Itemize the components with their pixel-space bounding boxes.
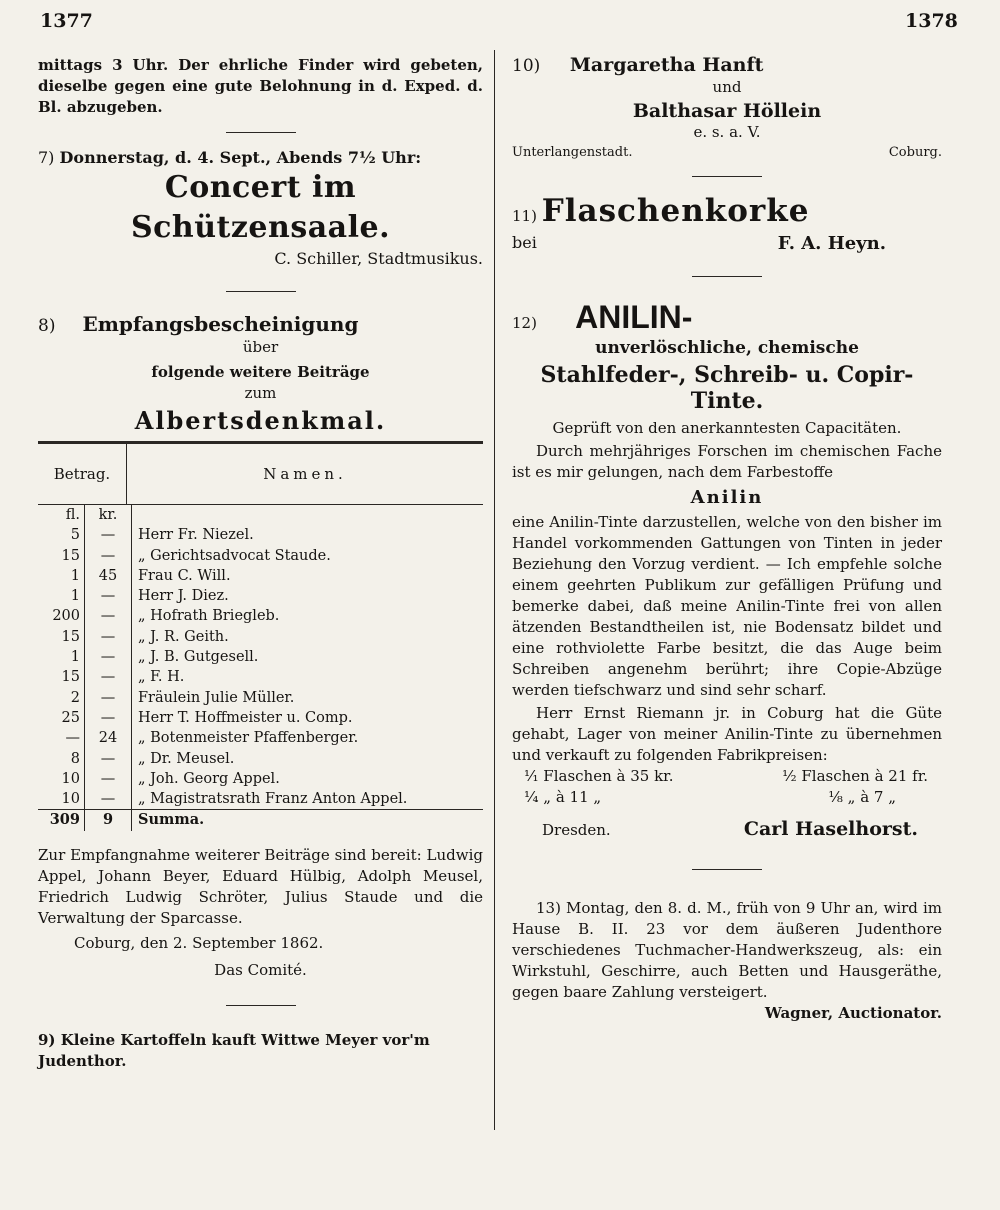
amount-kr: — xyxy=(85,667,132,687)
unit-row xyxy=(38,505,483,525)
ad-9: 9) Kleine Kartoffeln kauft Wittwe Meyer vor'm Judenthor. xyxy=(38,1030,430,1070)
ad-7-number: 7) xyxy=(38,148,55,167)
ad-8-committee: Das Comité. xyxy=(214,960,307,979)
amount-fl: — xyxy=(65,730,80,747)
ad-8-paragraph: Zur Empfangnahme weiterer Beiträge sind bereit: Ludwig Appel, Johann Beyer, Eduard Hülbig, Adolph Meusel, Friedrich Ludwig Schröter, Julius Staude und die Verwaltung der Sparcasse. xyxy=(38,845,483,927)
ad-7-title: Concert im Schützensaale. xyxy=(130,170,391,245)
column-divider xyxy=(494,50,495,1130)
contributor-name: „ Joh. Georg Appel. xyxy=(138,770,280,787)
ad-12-anilin: Anilin xyxy=(690,487,764,508)
ad-12-price1-left: ¹⁄₁ Flaschen à 35 kr. xyxy=(524,767,674,785)
ad-13: 13) Montag, den 8. d. M., früh von 9 Uhr an, wird im Hause B. II. 23 vor dem äußeren Judenthore verschiedenes Tuchmacher-Handwerkszeug, als: ein Wirkstuhl, Geschirre, auch Betten und Hausgeräthe, gegen baare Zahlung versteigert. xyxy=(512,899,942,1001)
sum-row xyxy=(38,810,483,831)
ad-10-number: 10) xyxy=(512,56,541,76)
ad-12-price2-left: ¹⁄₄ „ à 11 „ xyxy=(524,788,602,806)
table-row xyxy=(38,606,483,626)
separator xyxy=(226,1005,296,1006)
ad-8-big-title: Albertsdenkmal. xyxy=(134,406,387,435)
table-row xyxy=(38,525,483,545)
ad-10 xyxy=(512,55,942,160)
amount-kr: — xyxy=(85,789,132,810)
amount-fl: 10 xyxy=(61,791,80,808)
contributions-table xyxy=(38,505,483,831)
sum-fl: 309 xyxy=(38,810,85,831)
table-row xyxy=(38,708,483,728)
left-column xyxy=(38,55,483,1072)
page-number-left: 1377 xyxy=(40,10,93,32)
amount-kr: — xyxy=(85,606,132,626)
ad-12-para3: Herr Ernst Riemann jr. in Coburg hat die Güte gehabt, Lager von meiner Anilin-Tinte zu übernehmen und verkauft zu folgenden Fabrikpreisen: xyxy=(512,704,942,764)
header-names: Namen. xyxy=(263,465,347,483)
amount-fl: 200 xyxy=(52,608,80,625)
ad-12-price1-right: ¹⁄₂ Flaschen à 21 fr. xyxy=(782,767,928,785)
table-row xyxy=(38,789,483,810)
ad-11 xyxy=(512,193,942,254)
ad-11-number: 11) xyxy=(512,207,537,225)
contributor-name: „ Gerichtsadvocat Staude. xyxy=(138,547,331,564)
contributor-name: „ Dr. Meusel. xyxy=(138,750,235,767)
contributor-name: Herr T. Hoffmeister u. Comp. xyxy=(138,709,353,726)
ad-13-signature: Wagner, Auctionator. xyxy=(764,1004,942,1022)
contributor-name: „ F. H. xyxy=(138,669,185,686)
contributor-name: „ J. R. Geith. xyxy=(138,628,229,645)
unit-kr: kr. xyxy=(85,505,132,525)
ad-8-zum: zum xyxy=(244,384,277,402)
ad-11-title: Flaschenkorke xyxy=(541,193,810,229)
ad-8-line2: folgende weitere Beiträge xyxy=(151,363,370,381)
ad-8-over: über xyxy=(242,338,279,356)
ad-12-para2: eine Anilin-Tinte darzustellen, welche von den bisher im Handel vorkommenden Gattungen von Tinten in jeder Beziehung den Vorzug verdient. — Ich empfehle solche einem geehrten Publikum zur gefälligen Prüfung und bemerke dabei, daß meine Anilin-Tinte frei von allen ätzenden Bestandtheilen ist, nie Bodensatz bildet und eine rothviolette Farbe besitzt, die das Auge beim Schreiben angenehm berührt; ihre Copie-Abzüge werden tiefschwarz und sind sehr scharf. xyxy=(512,513,942,699)
separator xyxy=(692,869,762,870)
amount-fl: 1 xyxy=(70,649,80,666)
separator xyxy=(226,132,296,133)
table-row xyxy=(38,586,483,606)
ad-12-para1: Durch mehrjähriges Forschen im chemischen Fache ist es mir gelungen, nach dem Farbestoffe xyxy=(512,442,942,481)
ad-8-title: Empfangsbescheinigung xyxy=(82,312,359,336)
table-row xyxy=(38,749,483,769)
separator xyxy=(692,176,762,177)
amount-fl: 15 xyxy=(61,669,80,686)
ad-11-bei: bei xyxy=(512,233,537,252)
contributor-name: „ Hofrath Briegleb. xyxy=(138,608,280,625)
contributor-name: Herr Fr. Niezel. xyxy=(138,527,254,544)
amount-kr: — xyxy=(85,688,132,708)
ad-7 xyxy=(38,147,483,269)
ad-8 xyxy=(38,314,483,981)
ad-8-date: Coburg, den 2. September 1862. xyxy=(74,933,324,952)
amount-fl: 2 xyxy=(70,689,80,706)
ad-7-signature: C. Schiller, Stadtmusikus. xyxy=(274,249,483,268)
page-number-right: 1378 xyxy=(905,10,958,32)
table-row xyxy=(38,627,483,647)
amount-fl: 10 xyxy=(61,770,80,787)
sum-label: Summa. xyxy=(132,810,484,831)
amount-fl: 5 xyxy=(70,527,80,544)
ad-10-name1: Margaretha Hanft xyxy=(569,54,764,76)
table-row xyxy=(38,769,483,789)
separator xyxy=(226,291,296,292)
amount-kr: — xyxy=(85,586,132,606)
ad-10-place-left: Unterlangenstadt. xyxy=(512,145,633,160)
ad-12-title: ANILIN- xyxy=(575,299,693,335)
ad-12-line3: Stahlfeder-, Schreib- u. Copir-Tinte. xyxy=(540,362,914,414)
ad-12-line2: unverlöschliche, chemische xyxy=(595,338,859,358)
amount-kr: — xyxy=(85,627,132,647)
amount-fl: 25 xyxy=(61,709,80,726)
amount-kr: 45 xyxy=(85,566,132,586)
ad-11-name: F. A. Heyn. xyxy=(777,233,886,254)
amount-kr: — xyxy=(85,525,132,545)
table-row xyxy=(38,566,483,586)
table-row xyxy=(38,647,483,667)
amount-kr: — xyxy=(85,546,132,566)
ad-12-number: 12) xyxy=(512,314,537,332)
separator xyxy=(692,276,762,277)
contributor-name: Herr J. Diez. xyxy=(138,588,229,605)
sum-kr: 9 xyxy=(85,810,132,831)
ad-12-signature: Carl Haselhorst. xyxy=(743,818,918,840)
ad-12 xyxy=(512,299,942,841)
amount-kr: — xyxy=(85,708,132,728)
contributor-name: Fräulein Julie Müller. xyxy=(138,689,295,706)
amount-kr: 24 xyxy=(85,728,132,748)
contributor-name: „ Magistratsrath Franz Anton Appel. xyxy=(138,791,408,808)
ad-10-place-right: Coburg. xyxy=(888,145,942,160)
ad-12-price2-right: ¹⁄₈ „ à 7 „ xyxy=(828,788,896,806)
header-amount: Betrag. xyxy=(38,444,127,504)
contributor-name: Frau C. Will. xyxy=(138,567,231,584)
ad-12-line4: Geprüft von den anerkanntesten Capacitäten. xyxy=(552,419,902,437)
amount-kr: — xyxy=(85,647,132,667)
contributor-name: „ J. B. Gutgesell. xyxy=(138,649,259,666)
ad-8-number: 8) xyxy=(38,316,56,336)
contributor-name: „ Botenmeister Pfaffenberger. xyxy=(138,730,359,747)
amount-fl: 1 xyxy=(70,588,80,605)
ad-10-und: und xyxy=(712,78,742,96)
ad-7-line: Donnerstag, d. 4. Sept., Abends 7½ Uhr: xyxy=(59,148,422,167)
lost-item-paragraph: mittags 3 Uhr. Der ehrliche Finder wird gebeten, dieselbe gegen eine gute Belohnung in d. Exped. d. Bl. abzugeben. xyxy=(38,56,483,116)
ad-12-place: Dresden. xyxy=(542,821,611,839)
right-column xyxy=(512,55,942,1024)
amount-kr: — xyxy=(85,749,132,769)
ad-10-esav: e. s. a. V. xyxy=(693,123,761,141)
amount-kr: — xyxy=(85,769,132,789)
amount-fl: 15 xyxy=(61,547,80,564)
amount-fl: 8 xyxy=(70,750,80,767)
unit-fl: fl. xyxy=(65,507,80,523)
amount-fl: 15 xyxy=(61,628,80,645)
table-row xyxy=(38,688,483,708)
table-row xyxy=(38,667,483,687)
table-row xyxy=(38,546,483,566)
contributions-table-header xyxy=(38,441,483,505)
ad-10-name2: Balthasar Höllein xyxy=(632,100,822,122)
amount-fl: 1 xyxy=(70,567,80,584)
table-row xyxy=(38,728,483,748)
